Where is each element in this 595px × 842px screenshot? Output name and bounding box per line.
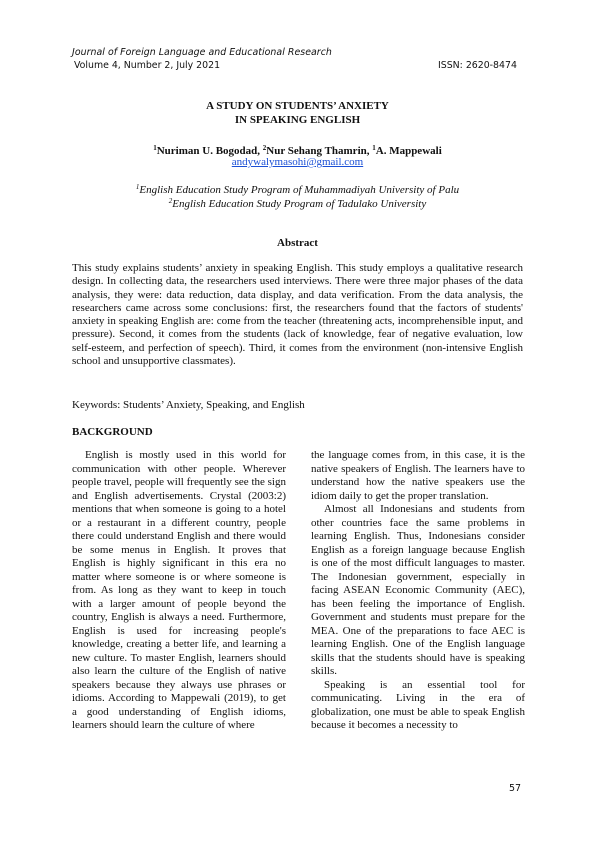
abstract-text: This study explains students’ anxiety in speaking English. This study employs a qualitative research design. In collecting data, the researchers used interviews. There were three major phases of the data analysis, they were: data reduction, data display, and data verification. From the data analysis, the researchers came across some conclusions: first, the researchers found that the factors of students' anxiety in speaking English are: come from the teacher (threatening acts, incomprehensible input, and pressure). Second, it comes from the students (lack of knowledge, fear of negative evaluation, low self-esteem, and perfection of speech). Third, it comes from the environment (non-intensive English school and unsupportive classmates). — [72, 262, 523, 368]
author-name: Nuriman U. Bogodad, — [156, 145, 263, 157]
contact-email-row — [0, 155, 595, 169]
journal-name: Journal of Foreign Language and Educational Research — [72, 47, 332, 58]
body-paragraph: Speaking is an essential tool for communicating. Living in the era of globalization, one must be able to speak English because it becomes a necessity to — [311, 678, 525, 731]
body-paragraph: Almost all Indonesians and students from other countries face the same problems in learning English. Thus, Indonesians consider English as a foreign language because English is one of the most difficult languages to master. The Indonesian government, especially in facing ASEAN Economic Community (AEC), has been feeling the importance of English. Government and students must prepare for the MEA. One of the preparations to face AEC is learning English. One of the English language skills that the students should have is speaking skills. — [311, 503, 525, 677]
body-paragraph: English is mostly used in this world for communication with other people. Wherever people travel, people will frequently see the sign and English advertisements. Crystal (2003:2) mentions that when someone is going to a hotel or a restaurant in a different country, people there could understand English and there would be some menus in English. It proves that English is highly significant in this era no matter where someone is or where someone is from. As long as they want to keep in touch with a larger amount of people beyond the country, English is always a need. Furthermore, English is used for increasing people's knowledge, creating a better life, and learning a new culture. To master English, learners should also learn the culture of the English of native speakers because they always use phrases or idioms. According to Mappewali (2019), to get a good understanding of English idioms, learners should learn the culture of where — [72, 449, 286, 731]
keywords: Keywords: Students’ Anxiety, Speaking, and English — [72, 399, 305, 411]
body-paragraph: the language comes from, in this case, it is the native speakers of English. The learners have to understand how the native speakers use the idiom daily to get the proper translation. — [311, 449, 525, 502]
affiliation-text: English Education Study Program of Muhammadiyah University of Palu — [139, 184, 460, 196]
paper-title-line-1: A STUDY ON STUDENTS’ ANXIETY — [206, 100, 389, 112]
author-name: A. Mappewali — [375, 145, 442, 157]
affiliation-mark: 1 — [135, 183, 140, 191]
author-affiliation-mark: 1 — [372, 144, 376, 152]
author-affiliation-mark: 1 — [153, 144, 157, 152]
body-column-left — [72, 449, 286, 733]
contact-email-link[interactable]: andywalymasohi@gmail.com — [231, 156, 364, 168]
affiliation-2 — [0, 194, 595, 211]
abstract-heading: Abstract — [277, 237, 318, 249]
issn: ISSN: 2620-8474 — [438, 60, 517, 71]
page-number: 57 — [509, 783, 522, 794]
author-name: Nur Sehang Thamrin, — [266, 145, 373, 157]
volume-info: Volume 4, Number 2, July 2021 — [74, 60, 221, 71]
body-column-right — [311, 449, 525, 733]
affiliation-text: English Education Study Program of Tadulako University — [172, 198, 427, 210]
section-heading-background: BACKGROUND — [72, 426, 153, 438]
affiliation-mark: 2 — [168, 197, 173, 205]
author-affiliation-mark: 2 — [262, 144, 267, 152]
paper-title-line-2: IN SPEAKING ENGLISH — [234, 114, 361, 126]
